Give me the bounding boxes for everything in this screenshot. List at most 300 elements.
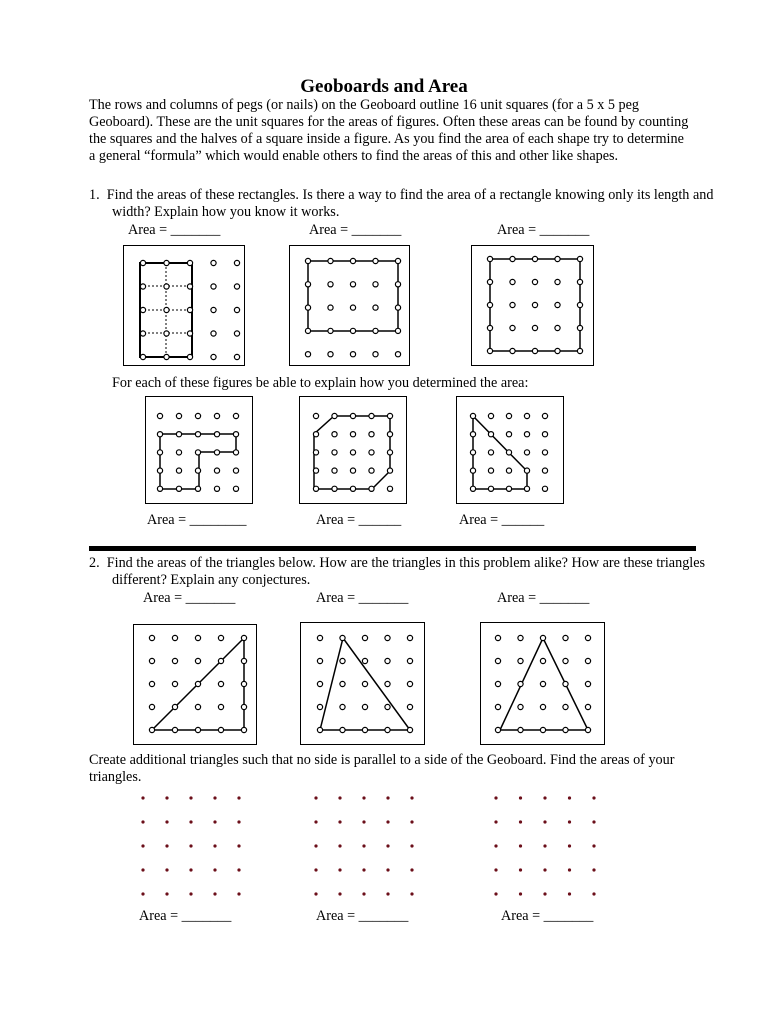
peg [373,258,378,263]
section-divider [89,546,696,551]
peg [233,486,238,491]
peg [332,486,337,491]
peg [211,331,216,336]
peg [524,432,529,437]
peg [195,658,200,663]
dot [141,820,144,823]
dot [410,796,413,799]
peg [532,279,537,284]
peg [340,681,345,686]
dot [165,796,168,799]
peg [407,681,412,686]
peg [350,432,355,437]
dot [386,796,389,799]
peg [563,727,568,732]
peg [373,328,378,333]
peg [373,352,378,357]
figure-area-label-1: Area = ________ [147,512,247,528]
dot [494,868,497,871]
peg [385,681,390,686]
peg [555,325,560,330]
dot [314,820,317,823]
rect-area-label-3: Area = _______ [497,222,590,238]
peg [149,658,154,663]
peg [488,450,493,455]
peg [187,284,192,289]
dot [141,892,144,895]
geoboard-rect-1 [123,245,247,367]
peg [387,450,392,455]
peg [395,258,400,263]
peg [218,727,223,732]
rect-area-label-1: Area = _______ [128,222,221,238]
peg [506,432,511,437]
peg [407,635,412,640]
dot [410,892,413,895]
peg [140,260,145,265]
peg [540,658,545,663]
peg [563,635,568,640]
peg [340,658,345,663]
peg [362,704,367,709]
peg [395,282,400,287]
dot-grid-3 [486,788,606,906]
dot [543,796,546,799]
peg [176,413,181,418]
peg [241,681,246,686]
peg [317,635,322,640]
peg [214,468,219,473]
dot [543,892,546,895]
peg [218,704,223,709]
create-triangles-text: Create additional triangles such that no side is parallel to a side of the Geoboard. Find the areas of your triangles. [89,752,675,785]
peg [157,468,162,473]
dot [519,820,522,823]
dot [494,796,497,799]
peg [214,413,219,418]
peg [362,635,367,640]
peg [332,468,337,473]
dot [338,892,341,895]
dot-grid-2 [306,788,426,906]
peg [555,256,560,261]
dot [141,868,144,871]
peg [195,486,200,491]
peg [234,284,239,289]
dot [213,820,216,823]
peg [373,282,378,287]
dot [410,868,413,871]
create-area-label-1: Area = _______ [139,908,232,924]
dot [568,796,571,799]
dot [386,844,389,847]
triangle-area-label-3: Area = _______ [497,590,590,606]
peg [234,331,239,336]
peg [577,256,582,261]
peg [350,450,355,455]
peg [563,681,568,686]
peg [518,681,523,686]
peg [510,279,515,284]
peg [369,486,374,491]
dot [592,868,595,871]
peg [407,658,412,663]
peg [317,704,322,709]
peg [487,302,492,307]
peg [328,328,333,333]
dot [543,844,546,847]
peg [211,307,216,312]
peg [563,658,568,663]
peg [540,704,545,709]
peg [317,681,322,686]
dot [314,844,317,847]
dot [237,892,240,895]
dot [592,892,595,895]
intro-paragraph: The rows and columns of pegs (or nails) on the Geoboard outline 16 unit squares (for a 5 x 5 peg Geoboard). These are the unit squares for the areas of figures. Often these areas can be found by counting the squares and the halves of a square inside a figure. As you find the area of each shape try to determine a general “formula” which would enable others to find the areas of this and other like shapes. [89,97,689,164]
peg [577,348,582,353]
peg [369,450,374,455]
peg [532,302,537,307]
peg [313,432,318,437]
peg [164,260,169,265]
peg [542,413,547,418]
peg [176,486,181,491]
peg [218,635,223,640]
dot [338,820,341,823]
peg [140,284,145,289]
peg [234,260,239,265]
dot [362,868,365,871]
peg [563,704,568,709]
peg [195,635,200,640]
peg [332,432,337,437]
dot [592,844,595,847]
peg [176,468,181,473]
peg [350,352,355,357]
dot [568,820,571,823]
peg [385,635,390,640]
peg [532,256,537,261]
peg [176,432,181,437]
peg [585,658,590,663]
peg [495,635,500,640]
dot [543,868,546,871]
peg [317,658,322,663]
peg [149,704,154,709]
create-area-label-2: Area = _______ [316,908,409,924]
peg [157,486,162,491]
peg [495,681,500,686]
peg [241,704,246,709]
peg [524,413,529,418]
peg [540,635,545,640]
geoboard-triangle-1 [133,624,258,746]
dot [410,844,413,847]
geoboard-figure-2 [299,396,407,504]
peg [241,658,246,663]
peg [387,413,392,418]
create-area-label-3: Area = _______ [501,908,594,924]
dot [314,868,317,871]
peg [577,279,582,284]
dot [213,868,216,871]
dot [568,868,571,871]
dot [568,844,571,847]
peg [488,468,493,473]
dot [237,868,240,871]
peg [350,258,355,263]
dot [165,844,168,847]
peg [350,328,355,333]
peg [328,282,333,287]
peg [506,486,511,491]
peg [332,450,337,455]
peg [195,468,200,473]
peg [510,325,515,330]
peg [350,468,355,473]
peg [328,352,333,357]
peg [233,468,238,473]
dot-grid-1 [133,788,253,906]
peg [488,413,493,418]
peg [487,279,492,284]
dot [338,796,341,799]
peg [487,256,492,261]
dot [362,820,365,823]
peg [518,704,523,709]
geoboard-rect-3 [471,245,595,367]
peg [470,486,475,491]
peg [164,307,169,312]
peg [542,432,547,437]
peg [233,450,238,455]
peg [495,704,500,709]
peg [362,658,367,663]
peg [241,727,246,732]
peg [195,727,200,732]
geoboard-triangle-3 [480,622,606,746]
peg [241,635,246,640]
peg [577,325,582,330]
peg [214,486,219,491]
dot [165,868,168,871]
peg [395,352,400,357]
triangle-area-label-2: Area = _______ [316,590,409,606]
peg [140,307,145,312]
peg [332,413,337,418]
peg [140,331,145,336]
dot [592,820,595,823]
peg [172,727,177,732]
peg [157,450,162,455]
peg [149,681,154,686]
peg [218,658,223,663]
peg [524,468,529,473]
peg [211,284,216,289]
dot [362,844,365,847]
peg [362,681,367,686]
peg [350,486,355,491]
peg [187,307,192,312]
peg [140,354,145,359]
peg [211,260,216,265]
dot [410,820,413,823]
dot [189,796,192,799]
peg [555,279,560,284]
dot [592,796,595,799]
peg [350,413,355,418]
peg [585,635,590,640]
peg [233,432,238,437]
peg [540,727,545,732]
geoboard-triangle-2 [300,622,426,746]
peg [350,282,355,287]
peg [313,413,318,418]
peg [340,727,345,732]
peg [362,727,367,732]
geoboard-figure-1 [145,396,253,504]
dot [213,796,216,799]
peg [487,348,492,353]
peg [506,413,511,418]
dot [237,796,240,799]
dot [543,820,546,823]
peg [157,432,162,437]
peg [470,468,475,473]
dot [519,796,522,799]
peg [555,302,560,307]
dot [213,844,216,847]
peg [187,331,192,336]
peg [407,727,412,732]
peg [524,450,529,455]
peg [340,704,345,709]
peg [218,681,223,686]
peg [172,704,177,709]
dot [519,892,522,895]
peg [305,282,310,287]
geoboard-figure-3 [456,396,564,504]
peg [195,450,200,455]
peg [328,258,333,263]
problem-1-text: 1. Find the areas of these rectangles. Is there a way to find the area of a rectangle knowing only its length and width? Explain how you know it works. [89,187,714,220]
peg [214,432,219,437]
peg [487,325,492,330]
peg [495,658,500,663]
peg [234,307,239,312]
peg [470,432,475,437]
dot [189,868,192,871]
dot [314,892,317,895]
dot [386,868,389,871]
explain-text: For each of these figures be able to explain how you determined the area: [112,375,529,391]
dot [189,892,192,895]
peg [385,727,390,732]
peg [577,302,582,307]
peg [305,352,310,357]
peg [350,305,355,310]
dot [362,796,365,799]
peg [387,486,392,491]
peg [524,486,529,491]
peg [187,354,192,359]
dot [314,796,317,799]
peg [488,486,493,491]
problem-2-text: 2. Find the areas of the triangles below. How are the triangles in this problem alike? How are these triangles different? Explain any conjectures. [89,555,706,588]
peg [172,658,177,663]
peg [313,468,318,473]
peg [164,284,169,289]
peg [495,727,500,732]
triangle-area-label-1: Area = _______ [143,590,236,606]
peg [532,348,537,353]
peg [369,413,374,418]
peg [176,450,181,455]
peg [305,305,310,310]
peg [518,658,523,663]
peg [532,325,537,330]
peg [585,727,590,732]
dot [189,820,192,823]
peg [195,681,200,686]
dot [165,892,168,895]
peg [313,486,318,491]
peg [395,328,400,333]
peg [555,348,560,353]
peg [470,450,475,455]
peg [506,450,511,455]
peg [305,328,310,333]
peg [328,305,333,310]
peg [149,727,154,732]
peg [585,704,590,709]
peg [149,635,154,640]
peg [157,413,162,418]
dot [213,892,216,895]
peg [187,260,192,265]
dot [237,820,240,823]
geoboard-rect-2 [289,245,411,367]
peg [387,468,392,473]
peg [585,681,590,686]
dot [519,868,522,871]
dot [386,820,389,823]
peg [540,681,545,686]
page-title: Geoboards and Area [300,76,468,97]
peg [164,354,169,359]
peg [542,468,547,473]
peg [542,486,547,491]
peg [313,450,318,455]
dot [338,844,341,847]
figure-area-label-2: Area = ______ [316,512,402,528]
peg [211,354,216,359]
peg [385,658,390,663]
peg [172,681,177,686]
dot [519,844,522,847]
rect-area-label-2: Area = _______ [309,222,402,238]
peg [369,468,374,473]
peg [510,302,515,307]
dot [141,844,144,847]
peg [470,413,475,418]
peg [510,256,515,261]
peg [518,635,523,640]
peg [542,450,547,455]
peg [317,727,322,732]
peg [506,468,511,473]
